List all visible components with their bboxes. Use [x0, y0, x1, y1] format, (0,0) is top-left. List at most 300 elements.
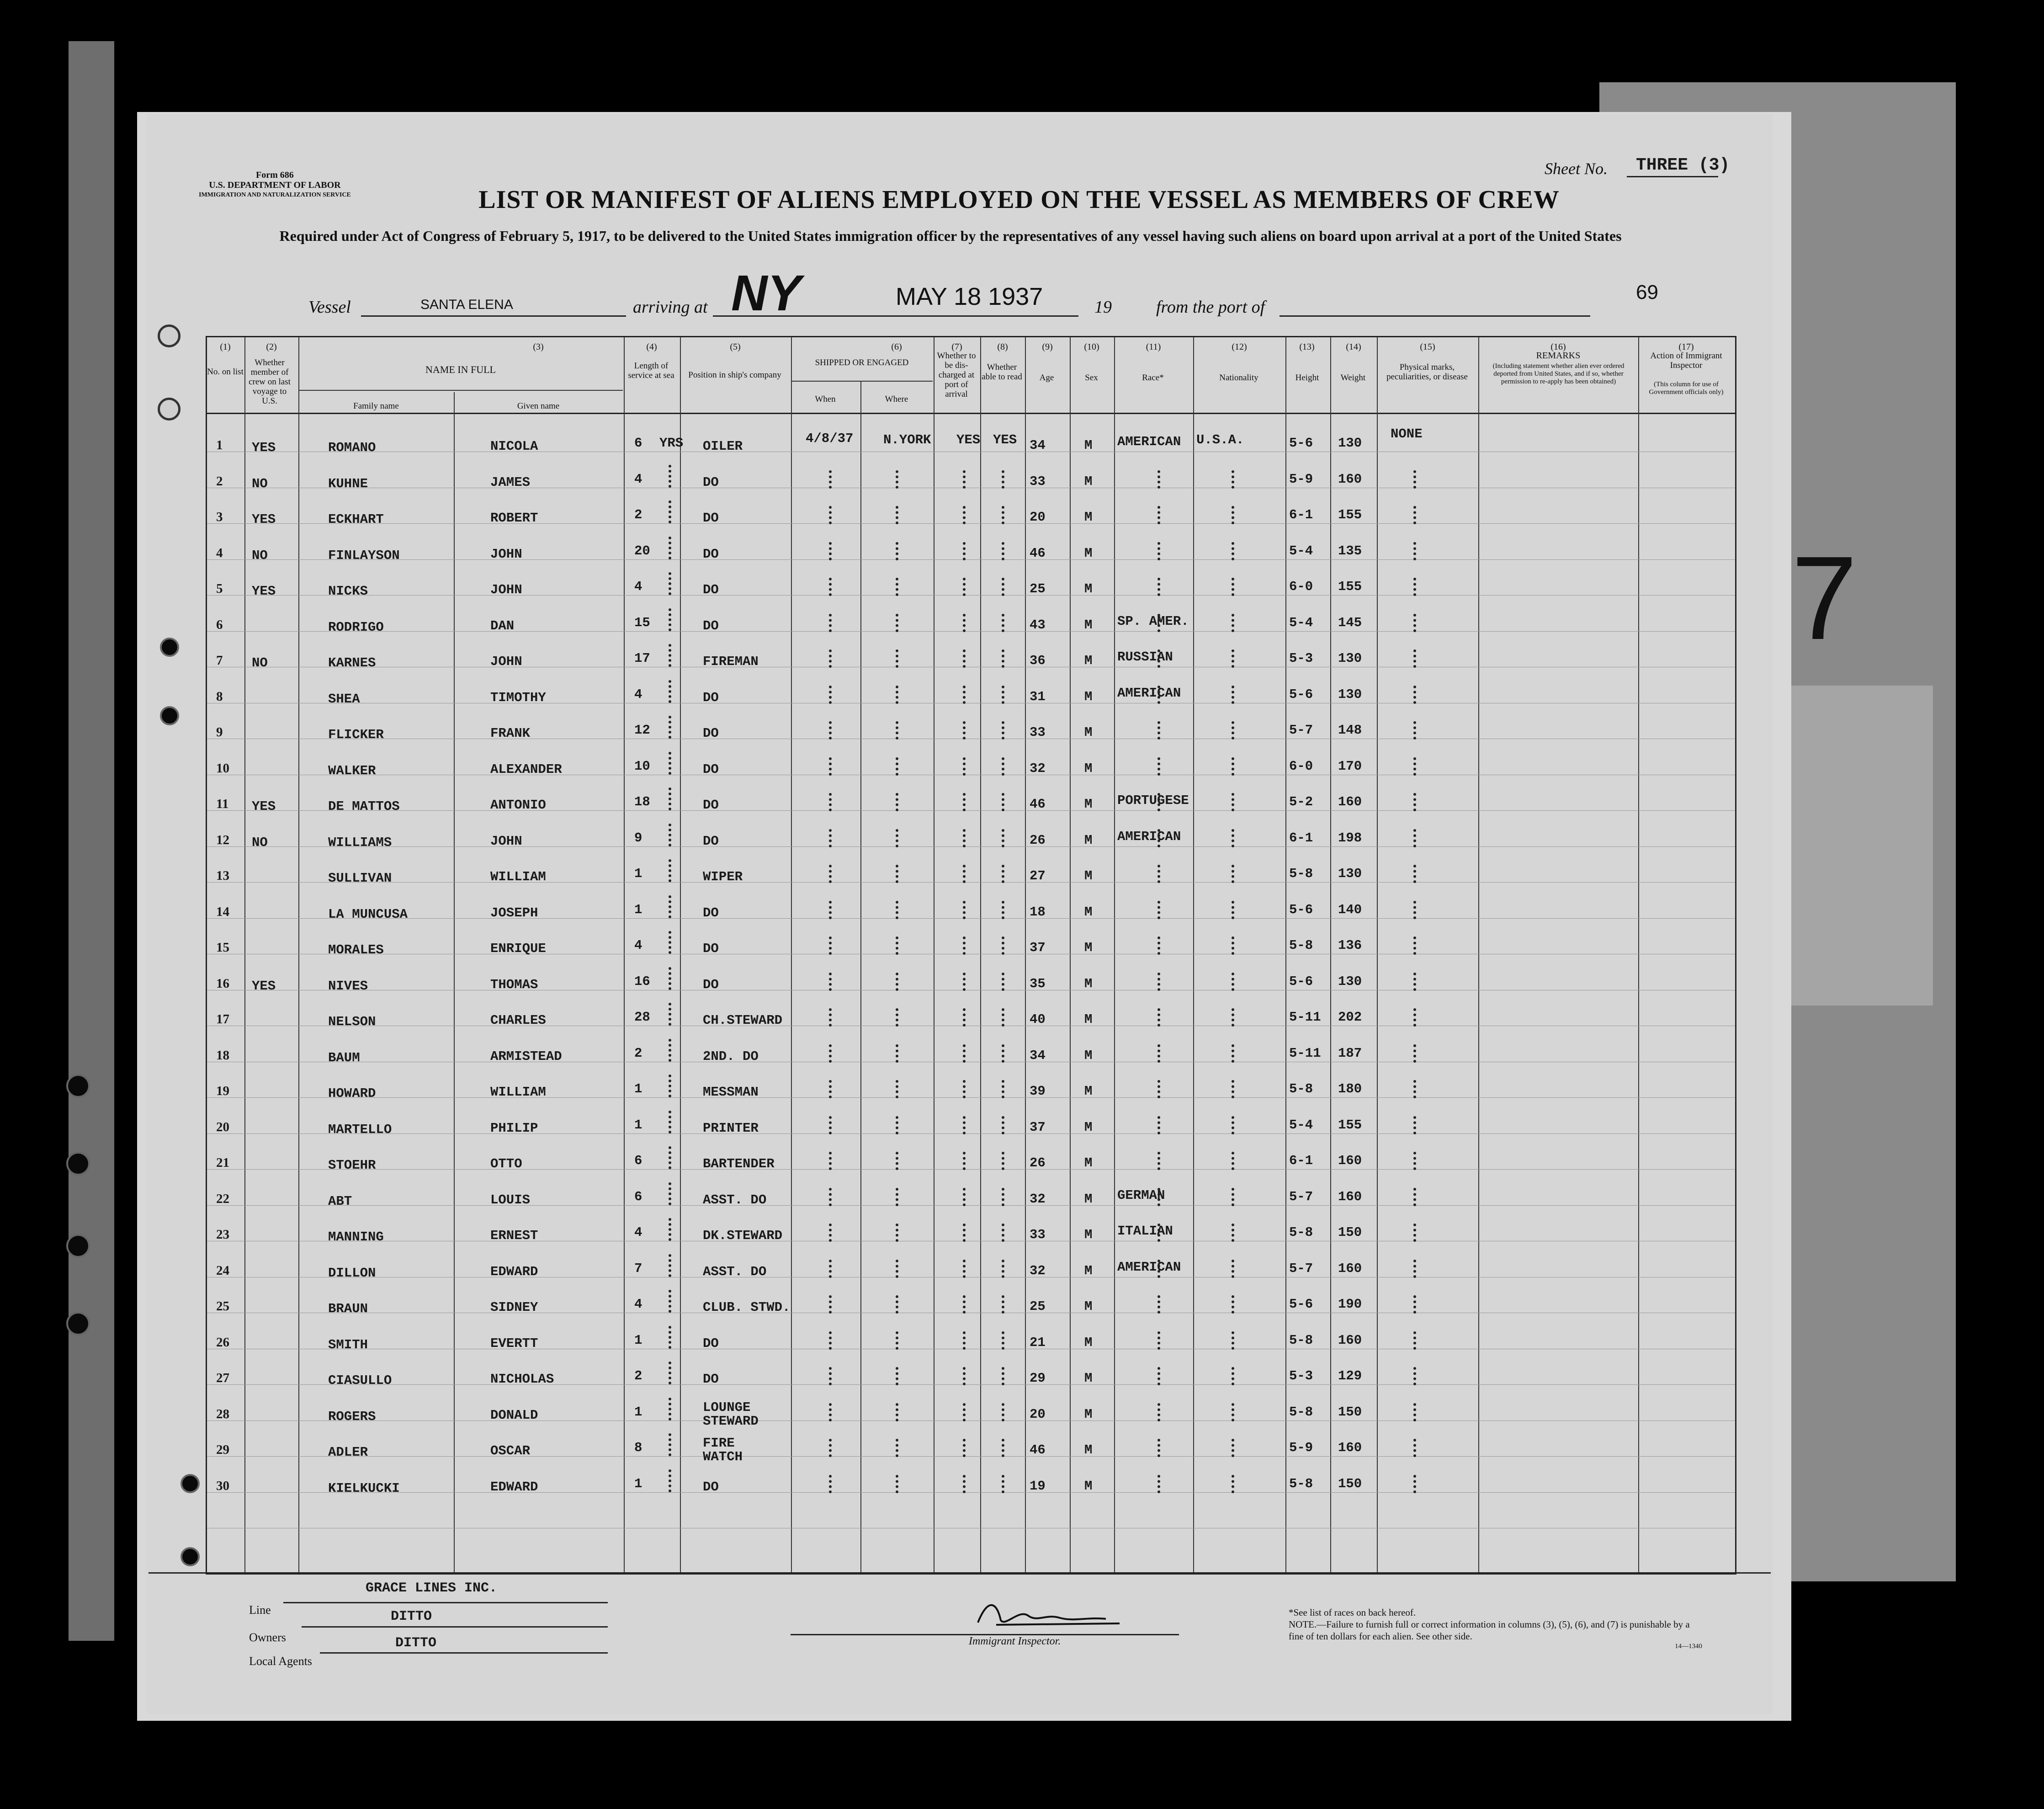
family-name: ADLER: [328, 1445, 368, 1460]
ditto-mark: [963, 901, 966, 919]
ditto-mark: [1232, 829, 1234, 847]
row-number: 17: [216, 1012, 229, 1027]
column-divider: [1478, 337, 1479, 1573]
position-in-company: DO: [703, 761, 719, 777]
able-to-read: YES: [993, 432, 1017, 447]
ditto-mark: [1002, 1152, 1004, 1170]
line-value: GRACE LINES INC.: [366, 1580, 498, 1596]
col-head-read: Whether able to read: [982, 362, 1022, 382]
ditto-mark: [963, 1116, 966, 1134]
ditto-mark: [1413, 936, 1416, 955]
sex: M: [1084, 761, 1093, 776]
column-divider: [624, 337, 625, 1573]
ditto-mark: [896, 865, 898, 883]
local-agents-label: Local Agents: [249, 1655, 312, 1668]
row-rule: [207, 631, 1735, 632]
given-name: JOSEPH: [490, 905, 538, 920]
family-name: KARNES: [328, 655, 376, 670]
sex: M: [1084, 1406, 1093, 1422]
ditto-mark: [1002, 1260, 1004, 1278]
ditto-mark: [1002, 578, 1004, 596]
position-in-company: FIRE: [703, 1436, 735, 1451]
sheet-number-underline: [1627, 176, 1718, 177]
ditto-mark: [963, 1367, 966, 1385]
family-name: ECKHART: [328, 512, 384, 527]
ditto-mark: [1232, 1044, 1234, 1063]
column-number: (8): [997, 342, 1008, 352]
length-of-service: 1: [634, 1117, 642, 1133]
height: 5-4: [1289, 615, 1313, 630]
ditto-mark: [829, 1044, 832, 1063]
ditto-mark: [1413, 1080, 1416, 1098]
length-of-service: 17: [634, 651, 650, 666]
position-in-company: ASST. DO: [703, 1192, 767, 1208]
sex: M: [1084, 1478, 1093, 1494]
ditto-mark: [1413, 542, 1416, 560]
column-number: (16): [1550, 342, 1566, 352]
row-number: 20: [216, 1119, 229, 1134]
age: 27: [1030, 868, 1046, 883]
binding-hole: [66, 1152, 90, 1176]
inspector-label: Immigrant Inspector.: [969, 1635, 1061, 1647]
service-ditto-mark: [669, 787, 671, 810]
local-agents-value: DITTO: [395, 1635, 437, 1651]
arrival-date: MAY 18 1937: [896, 283, 1043, 310]
height: 5-6: [1289, 1297, 1313, 1312]
ditto-mark: [896, 1224, 898, 1242]
position-in-company: STEWARD: [703, 1413, 759, 1429]
family-name: FLICKER: [328, 727, 384, 742]
age: 34: [1030, 438, 1046, 453]
length-of-service: 1: [634, 866, 642, 881]
col-head-name: NAME IN FULL: [425, 364, 496, 375]
ditto-mark: [1232, 865, 1234, 883]
col-head-no: No. on list: [207, 367, 244, 377]
given-name: TIMOTHY: [490, 690, 546, 705]
ditto-mark: [1232, 686, 1234, 704]
position-in-company: DO: [703, 474, 719, 490]
family-name: SMITH: [328, 1337, 368, 1352]
ditto-mark: [1157, 470, 1160, 489]
ditto-mark: [829, 578, 832, 596]
crew-last-voyage: YES: [252, 799, 276, 814]
ditto-mark: [1232, 1008, 1234, 1027]
ditto-mark: [896, 1295, 898, 1314]
column-number: (14): [1346, 342, 1361, 352]
ditto-mark: [1413, 1188, 1416, 1206]
row-number: 28: [216, 1406, 229, 1421]
age: 25: [1030, 581, 1046, 596]
ditto-mark: [1413, 1403, 1416, 1421]
length-of-service: 15: [634, 615, 650, 630]
ditto-mark: [1232, 1367, 1234, 1385]
weight: 187: [1338, 1045, 1362, 1061]
position-in-company: DO: [703, 726, 719, 741]
ditto-mark: [1002, 1331, 1004, 1350]
family-name: MORALES: [328, 942, 384, 958]
given-name: DAN: [490, 618, 515, 633]
ditto-mark: [1002, 470, 1004, 489]
ditto-mark: [963, 470, 966, 489]
ditto-mark: [963, 649, 966, 668]
ditto-mark: [1157, 793, 1160, 811]
race: ITALIAN: [1117, 1224, 1173, 1239]
ditto-mark: [1413, 1475, 1416, 1493]
shipped-where: N.YORK: [883, 432, 931, 447]
ditto-mark: [1232, 1224, 1234, 1242]
ditto-mark: [1157, 578, 1160, 596]
weight: 160: [1338, 471, 1362, 487]
position-in-company: DO: [703, 798, 719, 813]
col-head-weight: Weight: [1340, 373, 1366, 383]
binding-hole: [181, 1474, 200, 1493]
ditto-mark: [1157, 1224, 1160, 1242]
ditto-mark: [1413, 686, 1416, 704]
age: 26: [1030, 832, 1046, 848]
service-ditto-mark: [669, 1146, 671, 1169]
ditto-mark: [829, 757, 832, 776]
margin-mark: 7: [1791, 532, 1858, 665]
vessel-underline: [361, 315, 626, 317]
service-ditto-mark: [669, 931, 671, 954]
weight: 148: [1338, 723, 1362, 738]
ditto-mark: [896, 1439, 898, 1457]
ditto-mark: [1157, 936, 1160, 955]
ditto-mark: [1002, 1475, 1004, 1493]
given-name: WILLIAM: [490, 1085, 546, 1100]
ditto-mark: [963, 829, 966, 847]
race: AMERICAN: [1117, 685, 1181, 701]
ditto-mark: [1002, 973, 1004, 991]
ditto-mark: [896, 1331, 898, 1350]
ditto-mark: [1157, 1295, 1160, 1314]
ditto-mark: [896, 649, 898, 668]
ditto-mark: [1232, 649, 1234, 668]
position-in-company: DO: [703, 546, 719, 562]
race: AMERICAN: [1117, 829, 1181, 844]
ditto-mark: [1002, 614, 1004, 632]
ditto-mark: [1413, 1116, 1416, 1134]
position-in-company: WIPER: [703, 869, 743, 884]
length-of-service: 1: [634, 1476, 642, 1491]
service-ditto-mark: [669, 1111, 671, 1133]
height: 5-6: [1289, 974, 1313, 989]
row-number: 19: [216, 1084, 229, 1098]
age: 32: [1030, 761, 1046, 776]
ditto-mark: [1413, 901, 1416, 919]
column-divider: [244, 337, 245, 1573]
row-number: 9: [216, 725, 223, 740]
ditto-mark: [1157, 1116, 1160, 1134]
sex: M: [1084, 904, 1093, 920]
family-name: NELSON: [328, 1014, 376, 1029]
col-head-age: Age: [1039, 373, 1054, 383]
ditto-mark: [896, 901, 898, 919]
ditto-mark: [1232, 1439, 1234, 1457]
inspector-signature: [969, 1595, 1133, 1636]
sex: M: [1084, 1263, 1093, 1278]
ditto-mark: [1232, 793, 1234, 811]
col-head-where: Where: [885, 394, 908, 404]
col-head-physical: Physical marks, peculiarities, or disease: [1386, 362, 1468, 382]
height: 5-6: [1289, 902, 1313, 917]
age: 26: [1030, 1155, 1046, 1171]
position-in-company: OILER: [703, 439, 743, 454]
ditto-mark: [1413, 614, 1416, 632]
line-underline: [283, 1602, 608, 1603]
height: 5-9: [1289, 471, 1313, 487]
sex: M: [1084, 1012, 1093, 1027]
sex: M: [1084, 1335, 1093, 1350]
ditto-mark: [1002, 649, 1004, 668]
service-unit: YRS: [659, 436, 684, 451]
weight: 170: [1338, 758, 1362, 774]
given-name: CHARLES: [490, 1013, 546, 1028]
ditto-mark: [896, 793, 898, 811]
length-of-service: 28: [634, 1010, 650, 1025]
height: 6-0: [1289, 579, 1313, 594]
col-head-crew: Whether member of crew on last voyage to U.S.: [249, 358, 291, 406]
ditto-mark: [829, 649, 832, 668]
ditto-mark: [1157, 649, 1160, 668]
ditto-mark: [1157, 686, 1160, 704]
column-divider: [1070, 337, 1071, 1573]
ditto-mark: [829, 1116, 832, 1134]
length-of-service: 10: [634, 758, 650, 774]
column-number: (5): [730, 342, 741, 352]
sex: M: [1084, 1048, 1093, 1063]
height: 5-8: [1289, 1332, 1313, 1348]
ditto-mark: [829, 686, 832, 704]
family-name: WALKER: [328, 763, 376, 778]
length-of-service: 2: [634, 1045, 642, 1061]
ditto-mark: [963, 1331, 966, 1350]
race: AMERICAN: [1117, 434, 1181, 449]
ditto-mark: [1413, 793, 1416, 811]
weight: 160: [1338, 1332, 1362, 1348]
page-code: 69: [1636, 281, 1658, 303]
service-ditto-mark: [669, 500, 671, 523]
arriving-value: NY: [731, 265, 801, 321]
ditto-mark: [1157, 865, 1160, 883]
ditto-mark: [1157, 1403, 1160, 1421]
weight: 160: [1338, 794, 1362, 809]
form-department: U.S. DEPARTMENT OF LABOR: [209, 180, 341, 190]
ditto-mark: [829, 1475, 832, 1493]
ditto-mark: [829, 1367, 832, 1385]
position-in-company: DO: [703, 582, 719, 597]
height: 6-1: [1289, 830, 1313, 846]
length-of-service: 6: [634, 1189, 642, 1204]
length-of-service: 20: [634, 543, 650, 559]
ditto-mark: [829, 865, 832, 883]
crew-last-voyage: YES: [252, 512, 276, 527]
binding-hole: [66, 1312, 90, 1335]
age: 37: [1030, 1119, 1046, 1135]
col-head-race: Race*: [1142, 373, 1164, 383]
ditto-mark: [1157, 757, 1160, 776]
ditto-mark: [963, 1439, 966, 1457]
ditto-mark: [1413, 973, 1416, 991]
position-in-company: MESSMAN: [703, 1085, 759, 1100]
crew-last-voyage: YES: [252, 978, 276, 994]
col-head-height: Height: [1295, 373, 1319, 383]
ditto-mark: [1232, 1260, 1234, 1278]
given-name: PHILIP: [490, 1120, 538, 1136]
crew-last-voyage: YES: [252, 584, 276, 599]
ditto-mark: [1002, 829, 1004, 847]
ditto-mark: [1157, 1044, 1160, 1063]
row-rule: [207, 1133, 1735, 1134]
weight: 190: [1338, 1297, 1362, 1312]
ditto-mark: [829, 829, 832, 847]
ditto-mark: [896, 614, 898, 632]
weight: 150: [1338, 1476, 1362, 1491]
position-in-company: PRINTER: [703, 1120, 759, 1136]
binding-hole: [181, 1547, 200, 1566]
row-number: 6: [216, 617, 223, 632]
length-of-service: 4: [634, 686, 642, 702]
position-in-company: WATCH: [703, 1449, 743, 1464]
service-ditto-mark: [669, 1254, 671, 1277]
ditto-mark: [829, 1188, 832, 1206]
ditto-mark: [963, 865, 966, 883]
position-in-company: BARTENDER: [703, 1156, 775, 1171]
race: RUSSIAN: [1117, 649, 1173, 665]
owners-value: DITTO: [391, 1609, 432, 1624]
given-name: ANTONIO: [490, 798, 546, 813]
owners-label: Owners: [249, 1631, 286, 1644]
ditto-mark: [1157, 1188, 1160, 1206]
given-name: THOMAS: [490, 977, 538, 992]
ditto-mark: [896, 578, 898, 596]
ditto-mark: [829, 1331, 832, 1350]
age: 18: [1030, 904, 1046, 920]
row-number: 13: [216, 868, 229, 883]
ditto-mark: [963, 1152, 966, 1170]
sex: M: [1084, 1119, 1093, 1135]
ditto-mark: [1232, 578, 1234, 596]
length-of-service: 1: [634, 1404, 642, 1420]
service-ditto-mark: [669, 1326, 671, 1349]
ditto-mark: [963, 757, 966, 776]
ditto-mark: [1232, 1080, 1234, 1098]
weight: 129: [1338, 1368, 1362, 1383]
length-of-service: 4: [634, 1225, 642, 1240]
family-name: CIASULLO: [328, 1373, 392, 1388]
age: 20: [1030, 510, 1046, 525]
ditto-mark: [1232, 1295, 1234, 1314]
ditto-mark: [1232, 542, 1234, 560]
ditto-mark: [1157, 1367, 1160, 1385]
height: 6-1: [1289, 1153, 1313, 1168]
service-ditto-mark: [669, 1469, 671, 1492]
height: 5-4: [1289, 1117, 1313, 1133]
length-of-service: 1: [634, 1332, 642, 1348]
ditto-mark: [1157, 1080, 1160, 1098]
row-rule: [207, 559, 1735, 560]
ditto-mark: [963, 1475, 966, 1493]
given-name: JOHN: [490, 582, 522, 597]
page-title: LIST OR MANIFEST OF ALIENS EMPLOYED ON THE VESSEL AS MEMBERS OF CREW: [478, 186, 1560, 214]
discharged-at-arrival: YES: [956, 432, 981, 447]
row-number: 25: [216, 1299, 229, 1314]
ditto-mark: [896, 829, 898, 847]
family-name: MARTELLO: [328, 1122, 392, 1137]
crew-last-voyage: NO: [252, 655, 268, 670]
row-number: 22: [216, 1191, 229, 1206]
form-number: Form 686: [256, 170, 294, 180]
family-name: HOWARD: [328, 1086, 376, 1101]
ditto-mark: [963, 614, 966, 632]
ditto-mark: [896, 1475, 898, 1493]
weight: 155: [1338, 579, 1362, 594]
ditto-mark: [1413, 1331, 1416, 1350]
ditto-mark: [829, 1224, 832, 1242]
family-name: NIVES: [328, 978, 368, 994]
weight: 155: [1338, 507, 1362, 522]
age: 36: [1030, 653, 1046, 668]
ditto-mark: [896, 686, 898, 704]
family-name: KIELKUCKI: [328, 1480, 400, 1496]
ditto-mark: [896, 542, 898, 560]
ditto-mark: [1002, 542, 1004, 560]
sex: M: [1084, 797, 1093, 812]
sheet-number-label: Sheet No.: [1545, 160, 1608, 178]
age: 33: [1030, 474, 1046, 489]
position-in-company: DO: [703, 618, 719, 633]
race: PORTUGESE: [1117, 793, 1189, 808]
height: 5-11: [1289, 1045, 1321, 1061]
ditto-mark: [1232, 757, 1234, 776]
ditto-mark: [829, 614, 832, 632]
column-divider: [1285, 337, 1286, 1573]
sex: M: [1084, 1371, 1093, 1386]
row-number: 5: [216, 581, 223, 596]
family-name: KUHNE: [328, 476, 368, 491]
ditto-mark: [1232, 506, 1234, 524]
row-rule: [207, 810, 1735, 811]
ditto-mark: [1157, 1260, 1160, 1278]
ditto-mark: [1413, 1152, 1416, 1170]
ditto-mark: [829, 793, 832, 811]
length-of-service: 8: [634, 1440, 642, 1455]
col-head-when: When: [815, 394, 836, 404]
col-head-nationality: Nationality: [1219, 373, 1258, 383]
sex: M: [1084, 617, 1093, 633]
column-number: (7): [951, 342, 962, 352]
ditto-mark: [1413, 829, 1416, 847]
sex: M: [1084, 1227, 1093, 1242]
row-number: 15: [216, 940, 229, 955]
col-head-position: Position in ship's company: [688, 370, 781, 380]
row-number: 7: [216, 653, 223, 668]
length-of-service: 2: [634, 507, 642, 522]
age: 43: [1030, 617, 1046, 633]
weight: 130: [1338, 866, 1362, 881]
height: 5-4: [1289, 543, 1313, 559]
row-rule: [207, 918, 1735, 919]
row-number: 21: [216, 1155, 229, 1170]
length-of-service: 9: [634, 830, 642, 846]
age: 21: [1030, 1335, 1046, 1350]
ditto-mark: [1413, 757, 1416, 776]
given-name: OTTO: [490, 1156, 522, 1171]
family-name: DILLON: [328, 1265, 376, 1281]
column-divider: [1114, 337, 1115, 1573]
age: 46: [1030, 545, 1046, 561]
col-head-discharged: Whether to be dis-charged at port of arrival: [937, 351, 976, 399]
